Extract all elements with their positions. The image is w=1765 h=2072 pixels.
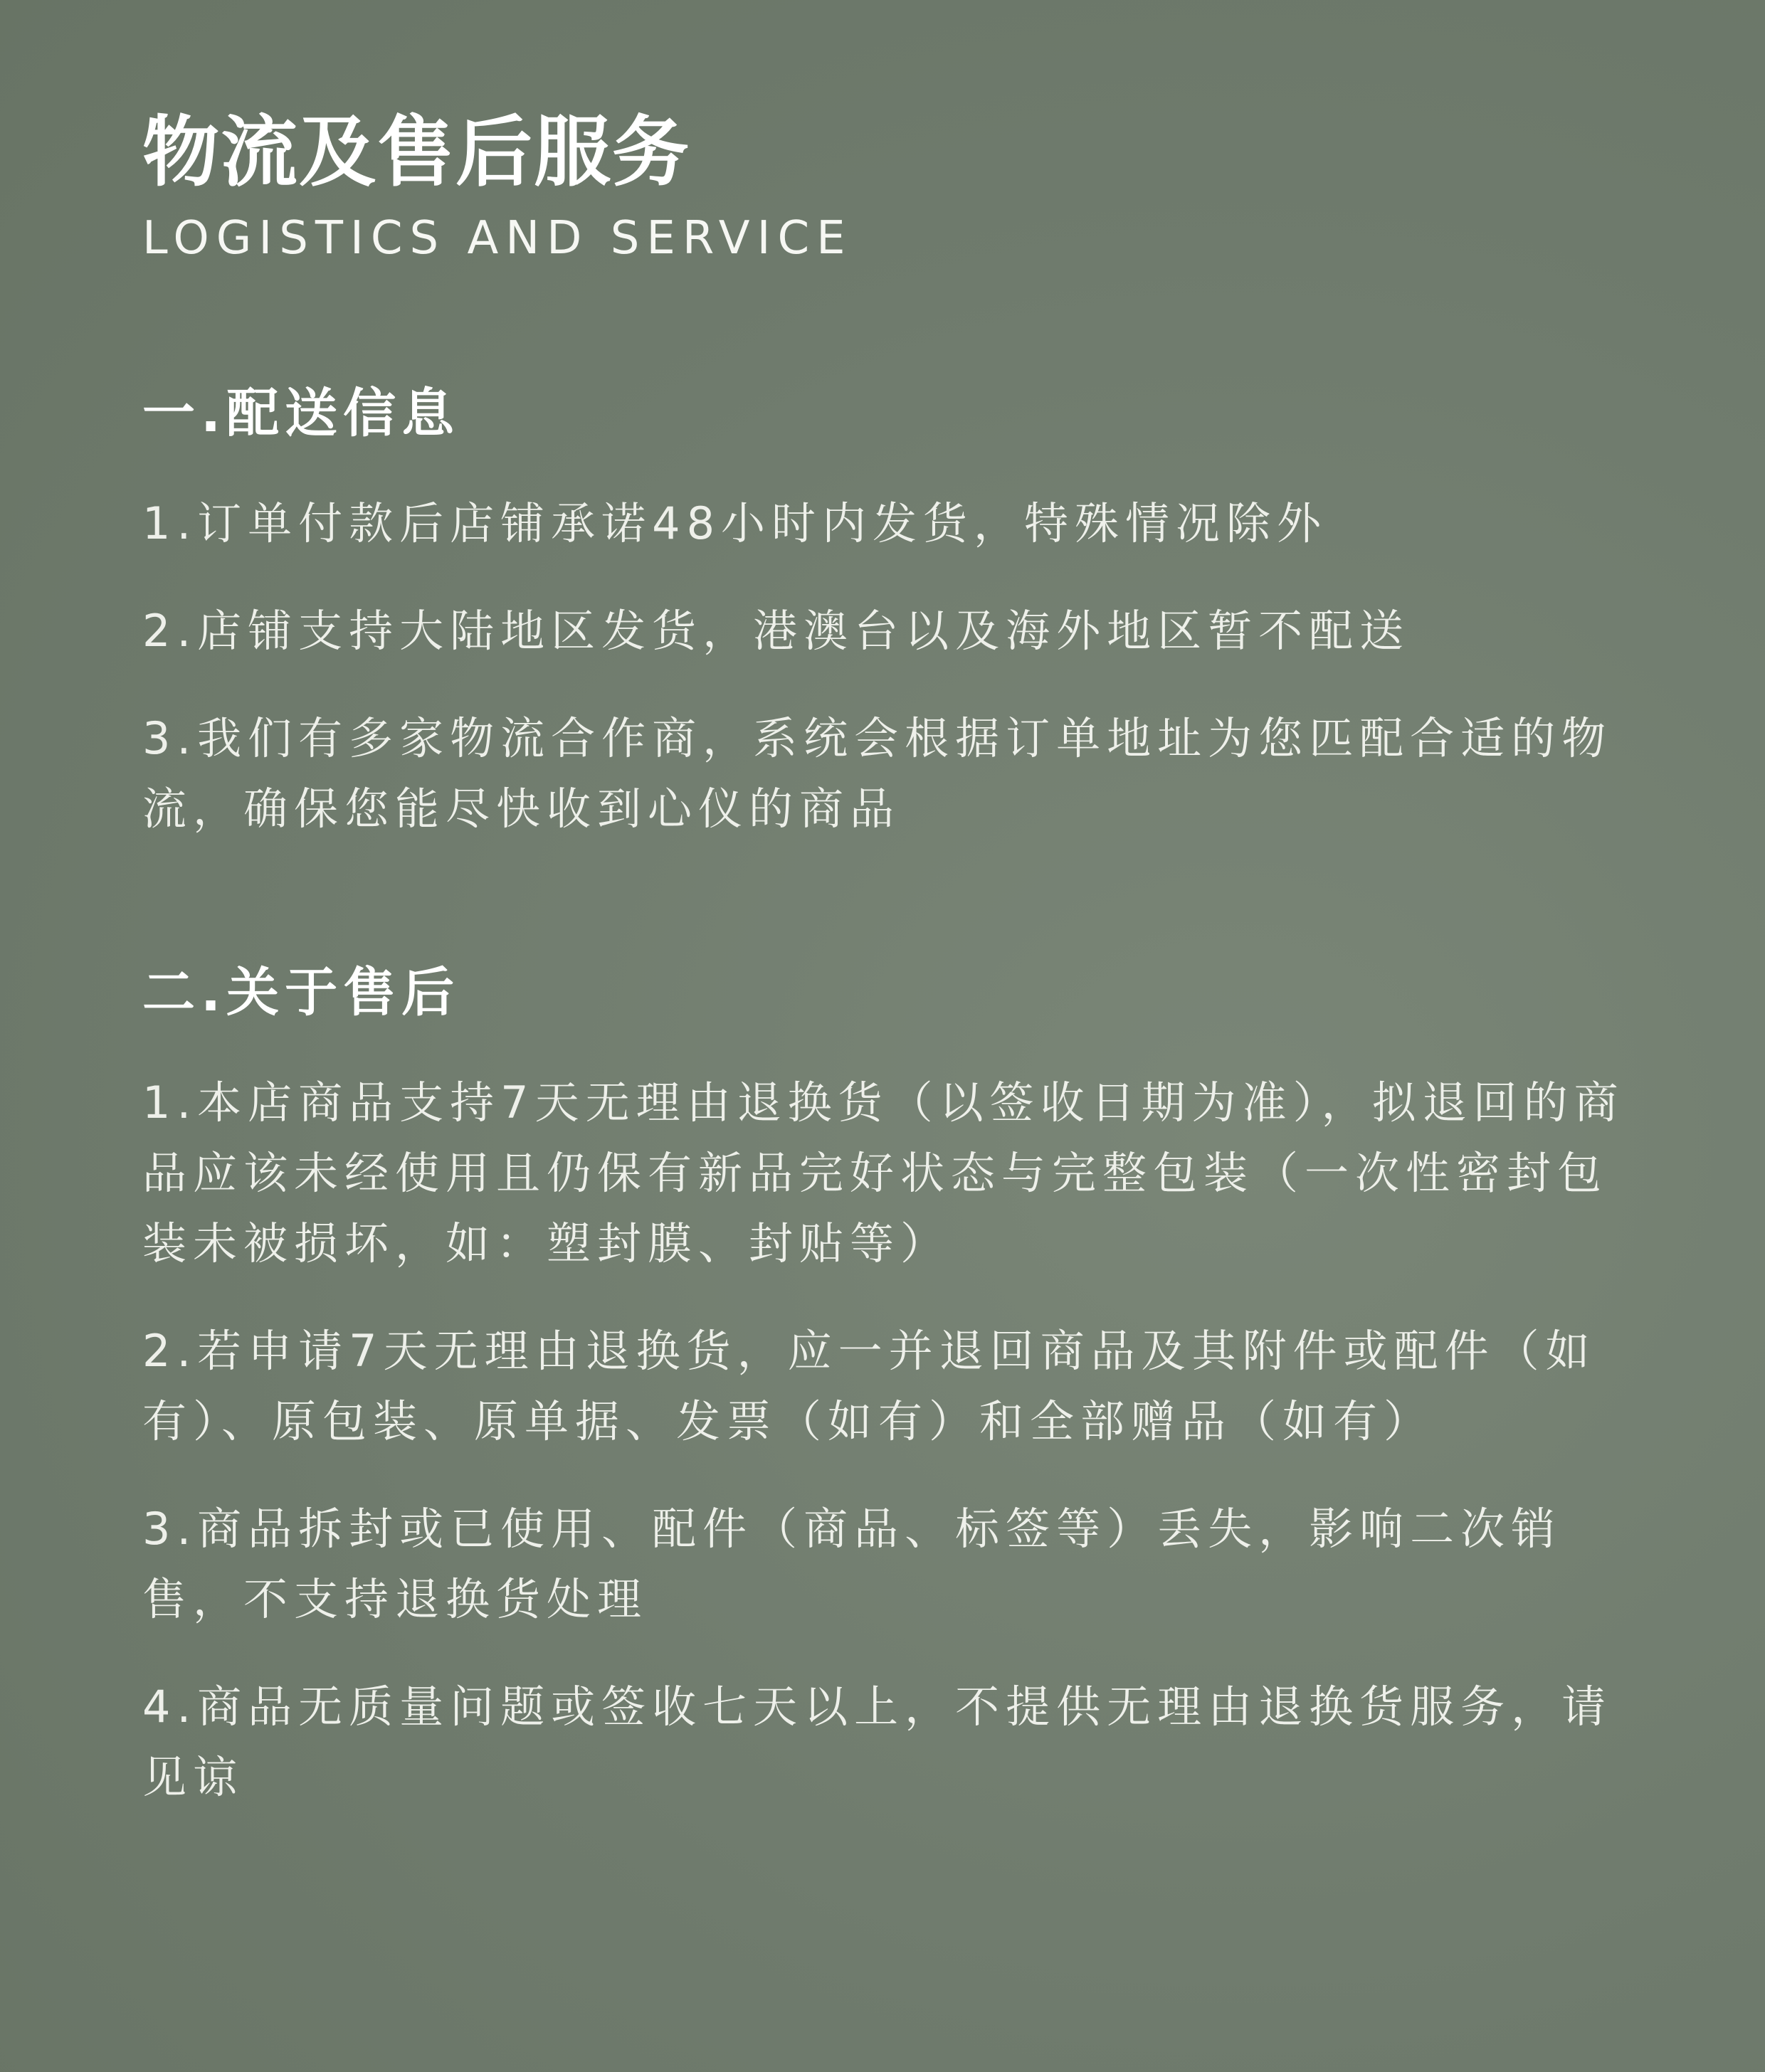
delivery-item-1: 1.订单付款后店铺承诺48小时内发货，特殊情况除外: [142, 497, 1328, 549]
after-sales-item-2: 2.若申请7天无理由退换货，应一并退回商品及其附件或配件（如有）、原包装、原单据、发票（如有）和全部赠品（如有）: [142, 1324, 1596, 1447]
delivery-item-2: 2.店铺支持大陆地区发货，港澳台以及海外地区暂不配送: [142, 604, 1411, 657]
page-subtitle: LOGISTICS AND SERVICE: [142, 211, 853, 265]
delivery-item-3: 3.我们有多家物流合作商，系统会根据订单地址为您匹配合适的物流，确保您能尽快收到心仪的商品: [142, 712, 1613, 835]
after-sales-item-3: 3.商品拆封或已使用、配件（商品、标签等）丢失，影响二次销售，不支持退换货处理: [142, 1502, 1562, 1625]
section-heading-after-sales: 二.关于售后: [142, 961, 460, 1023]
after-sales-item-1: 1.本店商品支持7天无理由退换货（以签收日期为准），拟退回的商品应该未经使用且仍保有新品完好状态与完整包装（一次性密封包装未被损坏，如：塑封膜、封贴等）: [142, 1076, 1625, 1269]
page-title: 物流及售后服务: [142, 107, 691, 197]
section-heading-delivery: 一.配送信息: [142, 382, 460, 444]
section-after-sales: [142, 951, 1630, 1812]
after-sales-item-4: 4.商品无质量问题或签收七天以上，不提供无理由退换货服务，请见谅: [142, 1680, 1613, 1803]
section-delivery: [142, 371, 1630, 844]
